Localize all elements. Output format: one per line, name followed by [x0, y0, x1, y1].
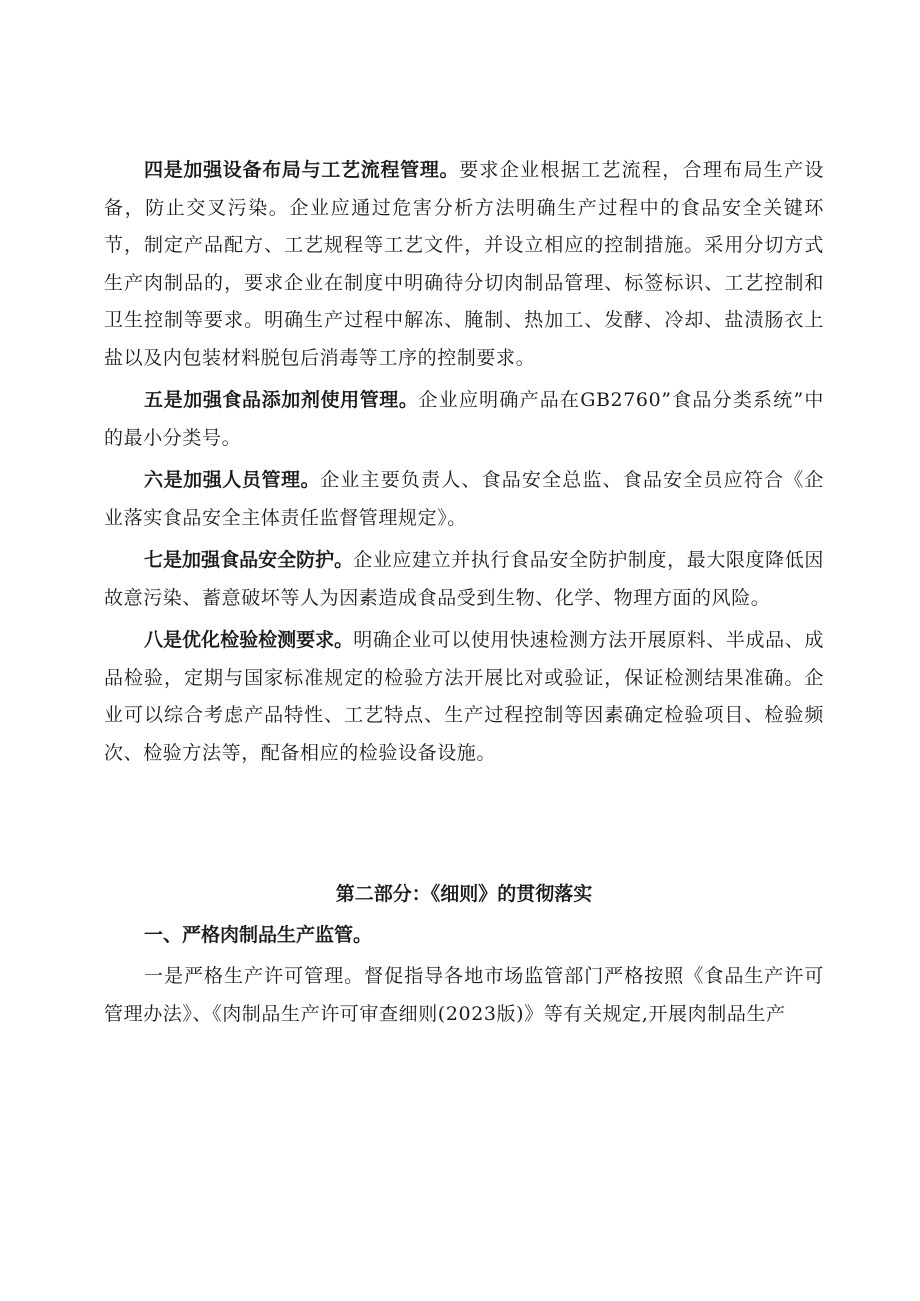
paragraph-food-additives: [104, 382, 824, 457]
section-title: 第二部分：《细则》的贯彻落实: [335, 883, 593, 905]
paragraph-inspection: [104, 622, 824, 772]
paragraph-equipment-layout: [104, 152, 824, 377]
paragraph-lead: 七是加强食品安全防护。: [144, 549, 354, 571]
paragraph-personnel: [104, 462, 824, 537]
paragraph-licensing: 一是严格生产许可管理。督促指导各地市场监管部门严格按照《食品生产许可管理办法》、《肉制品生产许可审查细则(2023版)》等有关规定,开展肉制品生产: [104, 965, 824, 1025]
paragraph-lead: 八是优化检验检测要求。: [144, 629, 354, 651]
paragraph-body: 要求企业根据工艺流程，合理布局生产设备，防止交叉污染。企业应通过危害分析方法明确生产过程中的食品安全关键环节，制定产品配方、工艺规程等工艺文件，并设立相应的控制措施。采用分切方式生产肉制品的，要求企业在制度中明确待分切肉制品管理、标签标识、工艺控制和卫生控制等要求。明确生产过程中解冻、腌制、热加工、发酵、冷却、盐渍肠衣上盐以及内包装材料脱包后消毒等工序的控制要求。: [104, 159, 824, 369]
paragraph-body: 企业应建立并执行食品安全防护制度，最大限度降低因故意污染、蓄意破坏等人为因素造成食品受到生物、化学、物理方面的风险。: [104, 549, 824, 609]
paragraph-lead: 六是加强人员管理。: [144, 469, 321, 491]
paragraph-body: 明确企业可以使用快速检测方法开展原料、半成品、成品检验，定期与国家标准规定的检验方法开展比对或验证，保证检测结果准确。企业可以综合考虑产品特性、工艺特点、生产过程控制等因素确定检验项目、检验频次、检验方法等，配备相应的检验设备设施。: [104, 629, 824, 764]
paragraph-body: 企业主要负责人、食品安全总监、食品安全员应符合《企业落实食品安全主体责任监督管理规定》。: [104, 469, 824, 529]
paragraph-lead: 五是加强食品添加剂使用管理。: [144, 389, 419, 411]
paragraph-lead: 四是加强设备布局与工艺流程管理。: [144, 159, 460, 181]
document-page: [104, 152, 824, 1033]
paragraph-food-defense: [104, 542, 824, 617]
paragraph-body: 企业应明确产品在GB2760”食品分类系统”中的最小分类号。: [104, 389, 824, 449]
section-subtitle: 一、严格肉制品生产监管。: [144, 923, 373, 946]
